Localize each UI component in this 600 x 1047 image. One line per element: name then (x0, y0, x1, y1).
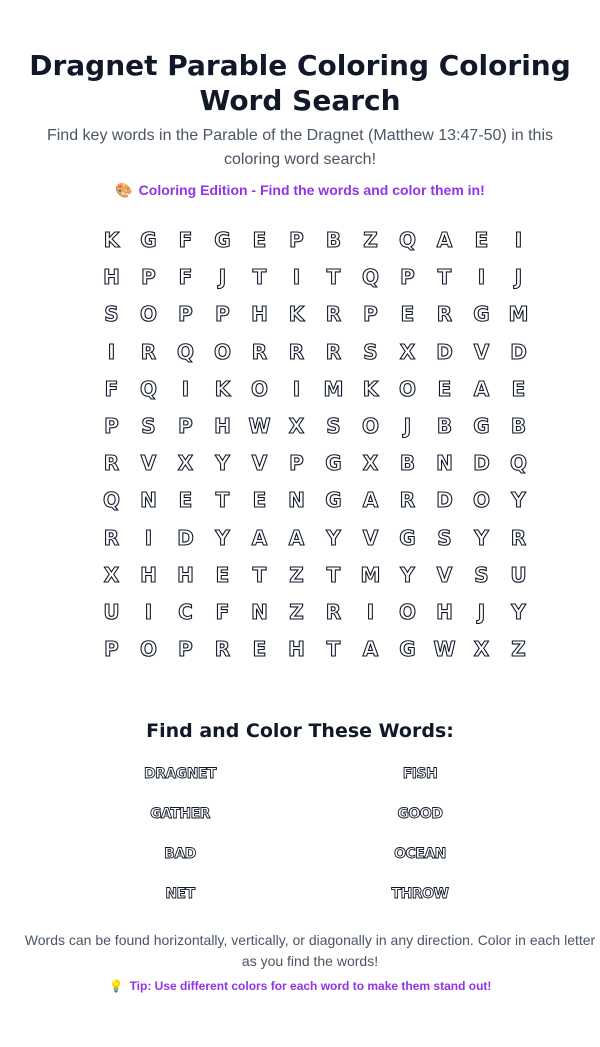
grid-cell[interactable]: Q (139, 376, 157, 401)
grid-cell[interactable]: G (214, 228, 231, 252)
grid-cell[interactable]: S (437, 525, 452, 550)
grid-cell[interactable]: T (326, 265, 341, 290)
grid-cell[interactable]: F (215, 599, 230, 624)
grid-cell[interactable]: F (178, 228, 193, 252)
grid-cell[interactable]: R (251, 339, 268, 364)
grid-cell[interactable]: Q (509, 451, 527, 476)
grid-cell[interactable]: R (325, 339, 342, 364)
grid-cell[interactable]: A (362, 637, 379, 662)
grid-cell[interactable]: Y (326, 525, 341, 550)
grid-cell[interactable]: W (248, 413, 271, 438)
grid-cell[interactable]: N (140, 488, 157, 513)
grid-cell[interactable]: A (288, 525, 305, 550)
grid-cell[interactable]: O (213, 339, 231, 364)
grid-cell[interactable]: M (508, 302, 529, 327)
grid-cell[interactable]: A (473, 376, 490, 401)
grid-cell[interactable]: Z (511, 637, 526, 662)
grid-cell[interactable]: F (104, 376, 119, 401)
grid-cell[interactable]: O (398, 599, 416, 624)
grid-cell[interactable]: I (292, 265, 301, 290)
grid-cell[interactable]: A (362, 488, 379, 513)
grid-cell[interactable]: Y (215, 451, 230, 476)
grid-cell[interactable]: P (104, 637, 119, 662)
grid-cell[interactable]: P (104, 413, 119, 438)
grid-cell[interactable]: C (178, 599, 193, 624)
grid-cell[interactable]: S (104, 302, 119, 327)
grid-cell[interactable]: R (103, 451, 120, 476)
grid-cell[interactable]: E (252, 488, 267, 513)
grid-cell[interactable]: T (437, 265, 452, 290)
grid-cell[interactable]: O (361, 413, 379, 438)
letter-grid (93, 228, 533, 674)
grid-cell[interactable]: Y (511, 599, 526, 624)
grid-cell[interactable]: R (399, 488, 416, 513)
grid-cell[interactable]: I (144, 525, 153, 550)
grid-cell[interactable]: T (326, 562, 341, 587)
word-list-item: DRAGNET (143, 766, 217, 782)
edition-banner (0, 180, 600, 200)
grid-cell[interactable]: O (250, 376, 268, 401)
grid-cell[interactable]: P (289, 451, 304, 476)
grid-cell[interactable]: D (436, 488, 453, 513)
grid-cell[interactable]: Q (102, 488, 120, 513)
grid-cell[interactable]: R (325, 599, 342, 624)
grid-cell[interactable]: E (215, 562, 230, 587)
grid-cell[interactable]: U (510, 562, 527, 587)
grid-cell[interactable]: O (139, 302, 157, 327)
word-list-item: OCEAN (394, 846, 446, 862)
grid-cell[interactable]: H (103, 265, 120, 290)
grid-cell[interactable]: H (214, 413, 231, 438)
grid-cell[interactable]: V (473, 339, 490, 364)
word-list (60, 764, 540, 924)
grid-cell[interactable]: E (400, 302, 415, 327)
grid-cell[interactable]: N (288, 488, 305, 513)
grid-cell[interactable]: E (252, 637, 267, 662)
grid-cell[interactable]: O (398, 376, 416, 401)
grid-cell[interactable]: E (252, 228, 267, 252)
grid-cell[interactable]: V (251, 451, 268, 476)
grid-cell[interactable]: H (288, 637, 305, 662)
word-list-item: BAD (164, 846, 196, 862)
grid-cell[interactable]: N (251, 599, 268, 624)
lightbulb-icon: 💡 (108, 979, 124, 993)
edition-label: Coloring Edition - Find the words and color them in! (138, 182, 485, 198)
grid-cell[interactable]: Q (176, 339, 194, 364)
grid-cell[interactable]: P (363, 302, 378, 327)
word-list-item: GATHER (150, 806, 210, 822)
grid-cell[interactable]: T (215, 488, 230, 513)
page-subtitle: Find key words in the Parable of the Dragnet (Matthew 13:47-50) in this coloring word search! (46, 127, 554, 168)
grid-cell[interactable]: I (144, 599, 153, 624)
grid-cell[interactable]: R (103, 525, 120, 550)
grid-cell[interactable]: I (477, 265, 486, 290)
grid-cell[interactable]: H (436, 599, 453, 624)
grid-cell[interactable]: Q (361, 265, 379, 290)
grid-cell[interactable]: X (103, 562, 120, 587)
grid-cell[interactable]: R (288, 339, 305, 364)
tip-banner (0, 977, 600, 995)
grid-cell[interactable]: G (325, 488, 342, 513)
grid-cell[interactable]: Y (215, 525, 230, 550)
grid-cell[interactable]: M (360, 562, 381, 587)
grid-cell[interactable]: S (474, 562, 489, 587)
grid-cell[interactable]: B (510, 413, 527, 438)
grid-cell[interactable]: E (178, 488, 193, 513)
grid-cell[interactable]: J (477, 599, 486, 624)
grid-cell[interactable]: T (326, 637, 341, 662)
grid-cell[interactable]: T (252, 265, 267, 290)
grid-cell[interactable]: H (140, 562, 157, 587)
grid-cell[interactable]: E (511, 376, 526, 401)
grid-cell[interactable]: Y (400, 562, 415, 587)
grid-cell[interactable]: X (288, 413, 305, 438)
grid-cell[interactable]: R (510, 525, 527, 550)
grid-cell[interactable]: P (400, 265, 415, 290)
grid-cell[interactable]: F (178, 265, 193, 290)
grid-cell[interactable]: P (289, 228, 304, 252)
grid-cell[interactable]: G (325, 451, 342, 476)
grid-cell[interactable]: S (141, 413, 156, 438)
grid-cell[interactable]: I (181, 376, 190, 401)
grid-cell[interactable]: R (140, 339, 157, 364)
grid-cell[interactable]: I (366, 599, 375, 624)
grid-cell[interactable]: S (363, 339, 378, 364)
grid-cell[interactable]: O (472, 488, 490, 513)
grid-cell[interactable]: X (473, 637, 490, 662)
grid-cell[interactable]: B (399, 451, 416, 476)
grid-cell[interactable]: G (473, 302, 490, 327)
grid-cell[interactable]: D (473, 451, 490, 476)
grid-cell[interactable]: V (140, 451, 157, 476)
grid-cell[interactable]: R (214, 637, 231, 662)
grid-cell[interactable]: G (140, 228, 157, 252)
word-list-item: GOOD (397, 806, 443, 822)
grid-cell[interactable]: X (177, 451, 194, 476)
grid-cell[interactable]: Z (289, 562, 304, 587)
grid-cell[interactable]: P (141, 265, 156, 290)
grid-cell[interactable]: D (436, 339, 453, 364)
grid-cell[interactable]: P (178, 413, 193, 438)
grid-cell[interactable]: R (436, 302, 453, 327)
grid-cell[interactable]: D (177, 525, 194, 550)
grid-cell[interactable]: P (178, 302, 193, 327)
grid-cell[interactable]: P (215, 302, 230, 327)
grid-cell[interactable]: Y (511, 488, 526, 513)
grid-cell[interactable]: K (103, 228, 120, 252)
grid-cell[interactable]: X (399, 339, 416, 364)
grid-cell[interactable]: G (399, 637, 416, 662)
grid-cell[interactable]: Y (474, 525, 489, 550)
word-list-item: THROW (391, 886, 449, 902)
grid-cell[interactable]: B (436, 413, 453, 438)
grid-cell[interactable]: H (177, 562, 194, 587)
grid-cell[interactable]: S (326, 413, 341, 438)
grid-cell[interactable]: T (252, 562, 267, 587)
grid-cell[interactable]: K (214, 376, 231, 401)
tip-text: Tip: Use different colors for each word to make them stand out! (129, 979, 492, 993)
grid-cell[interactable]: Z (363, 228, 378, 252)
grid-cell[interactable]: B (325, 228, 342, 252)
grid-cell[interactable]: K (288, 302, 305, 327)
grid-cell[interactable]: J (218, 265, 227, 290)
grid-cell[interactable]: U (103, 599, 120, 624)
word-list-item: FISH (402, 766, 438, 782)
grid-cell[interactable]: G (399, 525, 416, 550)
page-title: Dragnet Parable Coloring Coloring Word Search (29, 49, 571, 117)
grid-cell[interactable]: H (251, 302, 268, 327)
grid-cell[interactable]: A (251, 525, 268, 550)
grid-cell[interactable]: X (362, 451, 379, 476)
grid-cell[interactable]: I (292, 376, 301, 401)
word-list-item: NET (165, 886, 195, 902)
grid-cell[interactable]: W (433, 637, 456, 662)
grid-cell[interactable]: A (436, 228, 453, 252)
grid-cell[interactable]: O (139, 637, 157, 662)
grid-cell[interactable]: I (514, 228, 523, 252)
grid-cell[interactable]: V (362, 525, 379, 550)
grid-cell[interactable]: G (473, 413, 490, 438)
palette-icon: 🎨 (115, 182, 133, 198)
instructions-text: Words can be found horizontally, vertically, or diagonally in any direction. Color in each letter as you find the words! (24, 932, 596, 969)
word-list-heading: Find and Color These Words: (146, 720, 454, 742)
grid-cell[interactable]: J (403, 413, 412, 438)
grid-cell[interactable]: E (474, 228, 489, 252)
grid-cell[interactable]: K (362, 376, 379, 401)
grid-cell[interactable]: R (325, 302, 342, 327)
grid-cell[interactable]: P (178, 637, 193, 662)
grid-cell[interactable]: Z (289, 599, 304, 624)
grid-cell[interactable]: V (436, 562, 453, 587)
grid-cell[interactable]: N (436, 451, 453, 476)
grid-cell[interactable]: I (107, 339, 116, 364)
grid-cell[interactable]: D (510, 339, 527, 364)
grid-cell[interactable]: M (323, 376, 344, 401)
grid-cell[interactable]: E (437, 376, 452, 401)
grid-cell[interactable]: Q (398, 228, 416, 252)
grid-cell[interactable]: J (514, 265, 523, 290)
